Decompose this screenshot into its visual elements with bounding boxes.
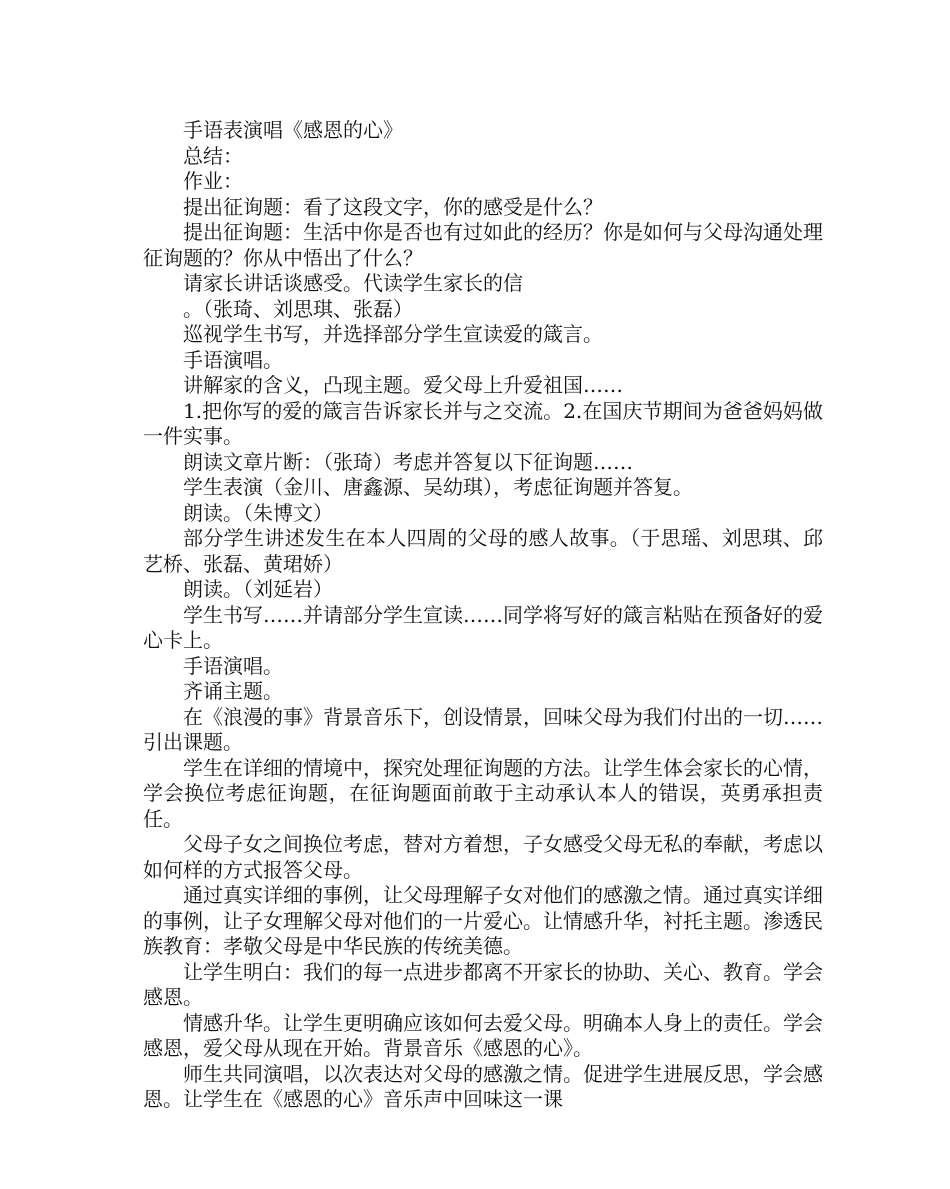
- paragraph: 学生表演（金川、唐鑫源、吴幼琪），考虑征询题并答复。: [183, 475, 693, 499]
- paragraph: 1.把你写的爱的箴言告诉家长并与之交流。2.在国庆节期间为爸爸妈妈做一件实事。: [143, 398, 823, 448]
- paragraph: 师生共同演唱，以次表达对父母的感激之情。促进学生进展反思，学会感恩。让学生在《感恩的心》音乐声中回味这一课: [143, 1061, 823, 1111]
- paragraph: 作业：: [183, 169, 243, 193]
- paragraph: 朗读。（朱博文）: [183, 500, 333, 525]
- paragraph: 让学生明白：我们的每一点进步都离不开家长的协助、关心、教育。学会感恩。: [143, 959, 823, 1009]
- paragraph: 手语演唱。: [183, 347, 283, 372]
- paragraph: 总结：: [183, 143, 243, 168]
- paragraph: 朗读文章片断：（张琦）考虑并答复以下征询题……: [183, 449, 633, 474]
- paragraph: 在《浪漫的事》背景音乐下，创设情景，回味父母为我们付出的一切……引出课题。: [143, 704, 823, 754]
- paragraph: 。（张琦、刘思琪、张磊）: [183, 296, 413, 321]
- paragraph: 手语演唱。: [183, 653, 283, 678]
- paragraph: 齐诵主题。: [183, 679, 283, 703]
- paragraph: 巡视学生书写，并选择部分学生宣读爱的箴言。: [183, 322, 603, 346]
- paragraph: 通过真实详细的事例，让父母理解子女对他们的感激之情。通过真实详细的事例，让子女理解父母对他们的一片爱心。让情感升华，衬托主题。渗透民族教育：孝敬父母是中华民族的传统美德。: [143, 883, 823, 958]
- paragraph: 手语表演唱《感恩的心》: [183, 118, 403, 142]
- paragraph: 朗读。（刘延岩）: [183, 577, 333, 601]
- paragraph: 请家长讲话谈感受。代读学生家长的信: [183, 271, 523, 295]
- paragraph: 部分学生讲述发生在本人四周的父母的感人故事。（于思瑶、刘思琪、邱艺桥、张磊、黄珺娇）: [143, 526, 823, 576]
- paragraph: 讲解家的含义，凸现主题。爱父母上升爱祖国……: [183, 373, 623, 397]
- paragraph: 情感升华。让学生更明确应该如何去爱父母。明确本人身上的责任。学会感恩，爱父母从现在开始。背景音乐《感恩的心》。: [143, 1010, 823, 1060]
- paragraph: 父母子女之间换位考虑，替对方着想，子女感受父母无私的奉献，考虑以如何样的方式报答父母。: [143, 832, 823, 882]
- document-page: [143, 118, 823, 1113]
- paragraph: 学生书写……并请部分学生宣读……同学将写好的箴言粘贴在预备好的爱心卡上。: [143, 602, 823, 652]
- paragraph: 提出征询题：看了这段文字，你的感受是什么？: [183, 194, 603, 219]
- paragraph: 提出征询题：生活中你是否也有过如此的经历？你是如何与父母沟通处理征询题的？你从中悟出了什么？: [143, 220, 823, 270]
- paragraph: 学生在详细的情境中，探究处理征询题的方法。让学生体会家长的心情，学会换位考虑征询题，在征询题面前敢于主动承认本人的错误，英勇承担责任。: [143, 755, 823, 831]
